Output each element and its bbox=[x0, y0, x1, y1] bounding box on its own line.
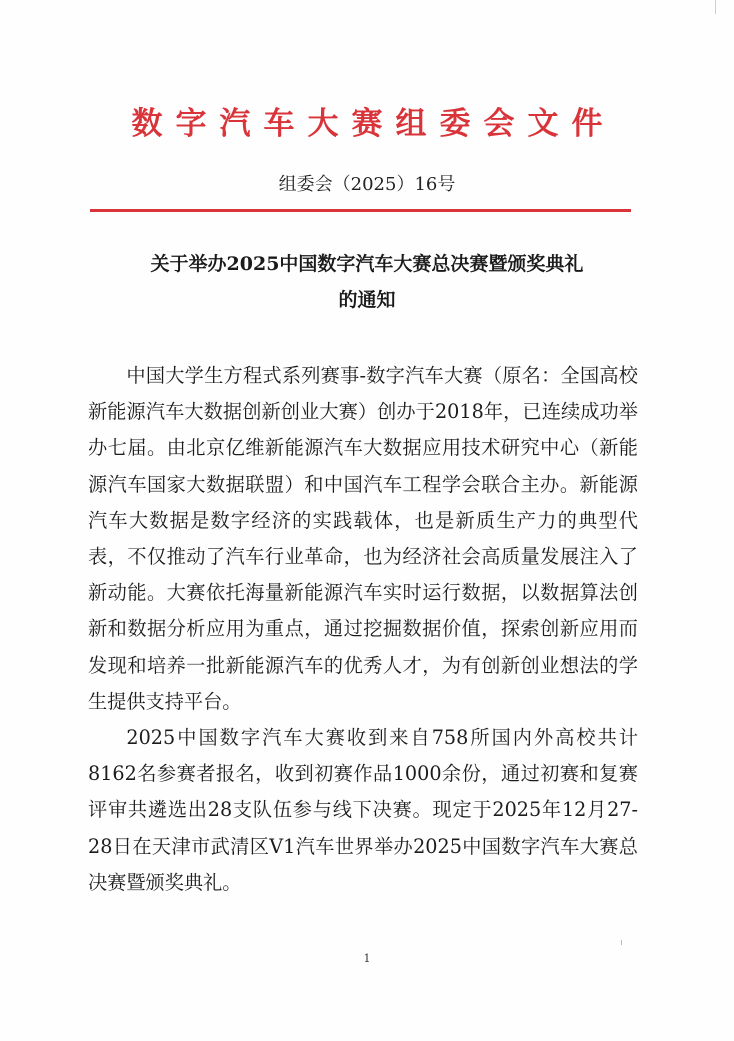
red-separator-line bbox=[90, 209, 631, 212]
body-paragraph-1: 中国大学生方程式系列赛事-数字汽车大赛（原名：全国高校新能源汽车大数据创新创业大赛）创办于2018年，已连续成功举办七届。由北京亿维新能源汽车大数据应用技术研究中心（新能源汽车国家大数据联盟）和中国汽车工程学会联合主办。新能源汽车大数据是数字经济的实践载体，也是新质生产力的典型代表，不仅推动了汽车行业革命，也为经济社会高质量发展注入了新动能。大赛依托海量新能源汽车实时运行数据，以数据算法创新和数据分析应用为重点，通过挖掘数据价值，探索创新应用而发现和培养一批新能源汽车的优秀人才，为有创新创业想法的学生提供支持平台。 bbox=[88, 364, 638, 713]
scan-speck bbox=[621, 940, 622, 945]
issuer-header-title: 数字汽车大赛组委会文件 bbox=[131, 106, 616, 142]
notice-title-line-1: 关于举办2025中国数字汽车大赛总决赛暨颁奖典礼 bbox=[150, 253, 584, 275]
body-paragraph-2: 2025中国数字汽车大赛收到来自758所国内外高校共计8162名参赛者报名，收到初赛作品1000余份，通过初赛和复赛评审共遴选出28支队伍参与线下决赛。现定于2025年12月27-28日在天津市武清区V1汽车世界举办2025中国数字汽车大赛总决赛暨颁奖典礼。 bbox=[88, 726, 638, 894]
page-number: 1 bbox=[363, 952, 371, 965]
scan-edge-mark bbox=[715, 0, 716, 14]
notice-title-line-2: 的通知 bbox=[338, 289, 396, 311]
notice-title bbox=[0, 246, 734, 318]
notice-body bbox=[88, 358, 638, 901]
document-number: 组委会（2025）16号 bbox=[278, 174, 456, 195]
